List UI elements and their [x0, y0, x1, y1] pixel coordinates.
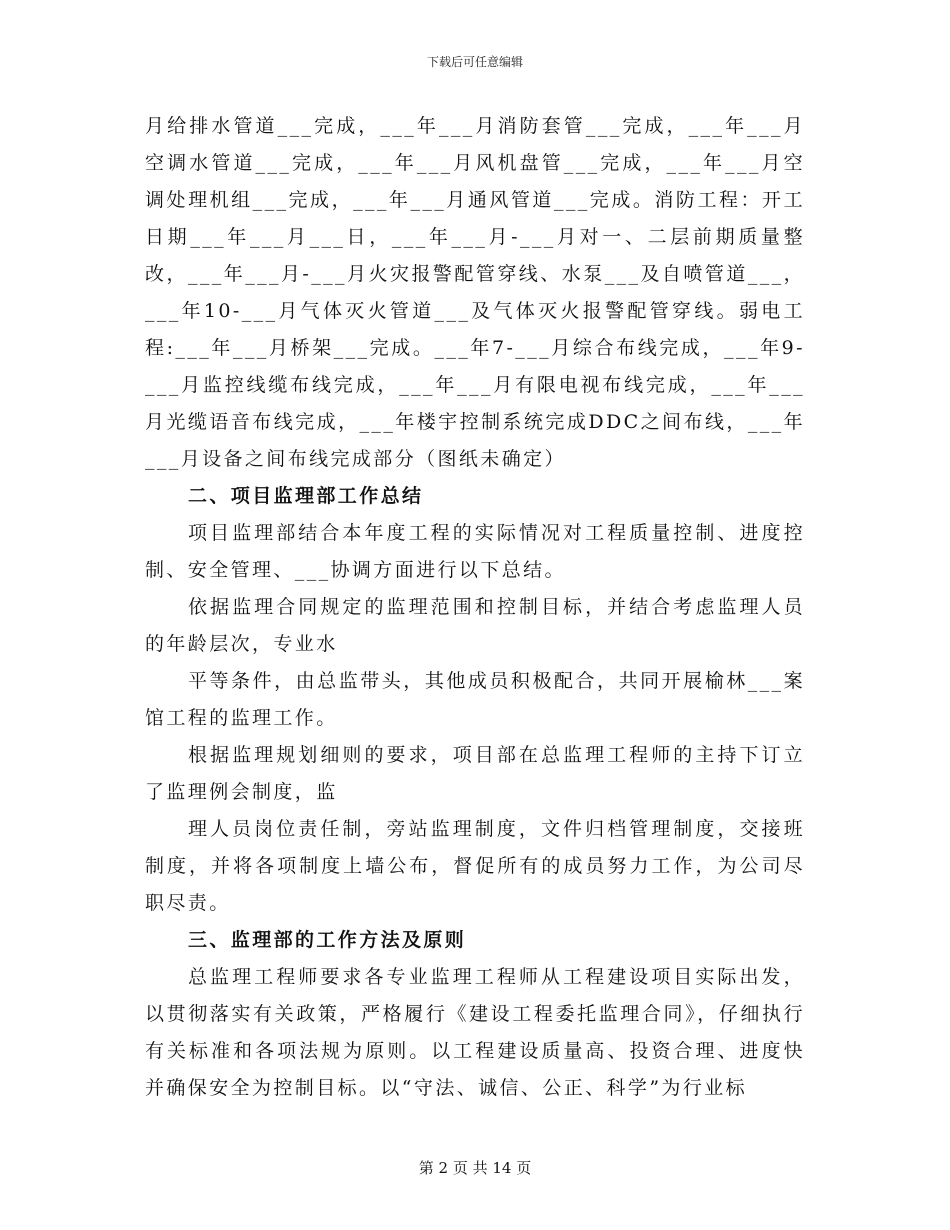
paragraph-meeting-system: 根据监理规划细则的要求，项目部在总监理工程师的主持下订立了监理例会制度，监	[145, 744, 805, 803]
paragraph-methods-principles: 总监理工程师要求各专业监理工程师从工程建设项目实际出发，以贯彻落实有关政策，严格履行《建设工程委托监理合同》，仔细执行有关标准和各项法规为原则。以工程建设质量高、投资合理、进度快并确保安全为控制目标。以“守法、诚信、公正、科学”为行业标	[145, 966, 805, 1099]
section-heading-3: 三、监理部的工作方法及原则	[188, 929, 467, 951]
page-footer: 第 2 页 共 14 页	[418, 1159, 532, 1177]
paragraph-summary-intro: 项目监理部结合本年度工程的实际情况对工程质量控制、进度控制、安全管理、___协调方面进行以下总结。	[145, 522, 805, 581]
page-header: 下载后可任意编辑	[426, 55, 523, 69]
paragraph-construction-schedule: 月给排水管道___完成，___年___月消防套管___完成，___年___月空调水管道___完成，___年___月风机盘管___完成，___年___月空调处理机组___完成，___年___月通风管道___完成。消防工程：开工日期___年___月___日，___年___月-___月对一、二层前期质量整改，___年___月-___月火灾报警配管穿线、水泵___及自喷管道___，___年10-___月气体灭火管道___及气体灭火报警配管穿线。弱电工程:___年___月桥架___完成。___年7-___月综合布线完成，___年9-___月监控线缆布线完成，___年___月有限电视布线完成，___年___月光缆语音布线完成，___年楼宇控制系统完成DDC之间布线，___年___月设备之间布线完成部分（图纸未确定）	[145, 115, 805, 470]
section-heading-2: 二、项目监理部工作总结	[188, 485, 424, 507]
document-body	[145, 108, 805, 1107]
paragraph-contract-basis: 依据监理合同规定的监理范围和控制目标，并结合考虑监理人员的年龄层次，专业水	[145, 596, 805, 655]
paragraph-responsibility-system: 理人员岗位责任制，旁站监理制度，文件归档管理制度，交接班制度，并将各项制度上墙公布，督促所有的成员努力工作，为公司尽职尽责。	[145, 818, 805, 914]
paragraph-team-work: 平等条件，由总监带头，其他成员积极配合，共同开展榆林___案馆工程的监理工作。	[145, 670, 805, 729]
